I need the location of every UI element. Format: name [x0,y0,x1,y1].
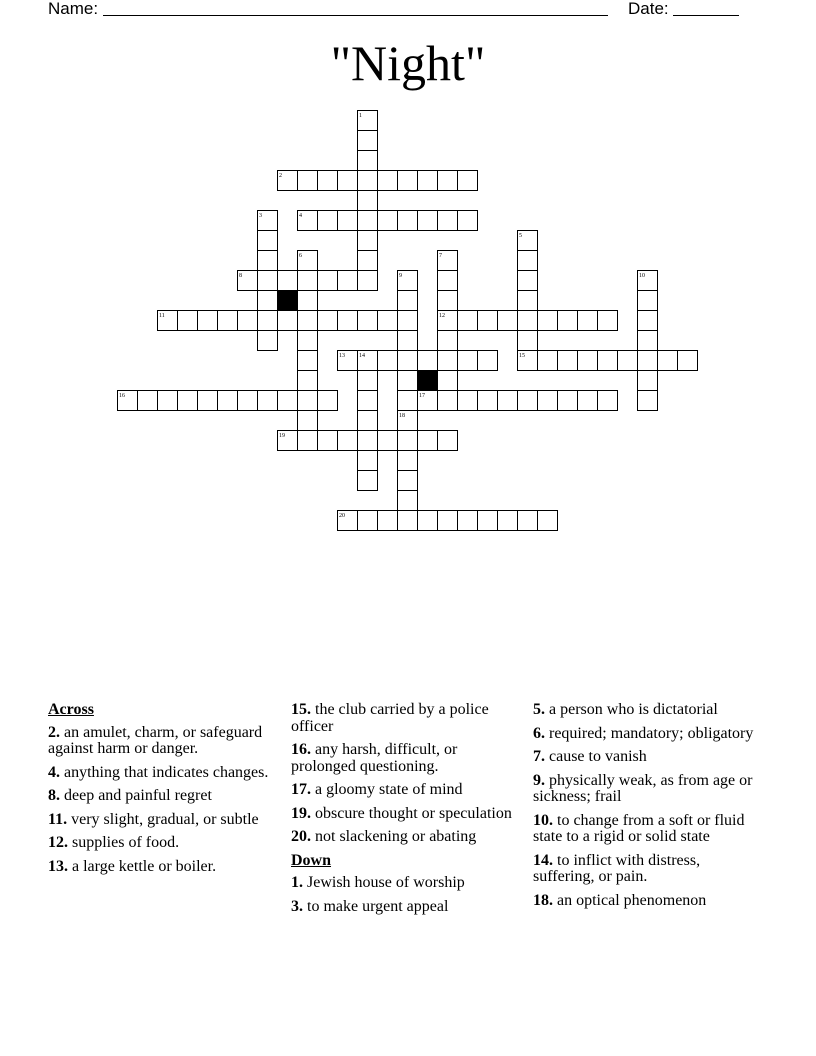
grid-cell[interactable] [478,311,498,331]
clue-number: 9. [533,771,545,789]
grid-cell[interactable] [458,211,478,231]
clue-text: physically weak, as from age or sickness; frail [533,771,753,805]
clue-text: cause to vanish [545,748,647,765]
grid-cell[interactable] [398,451,418,471]
clue-text: not slackening or abating [311,828,477,845]
grid-cell[interactable] [218,311,238,331]
grid-cell[interactable] [318,391,338,411]
clue-number: 15. [291,701,311,718]
cell-number: 18 [399,413,405,419]
clue-number: 19. [291,804,311,822]
clue-text: obscure thought or speculation [311,804,512,822]
grid-cell[interactable] [298,371,318,391]
grid-cell[interactable] [378,351,398,371]
grid-cell[interactable] [438,291,458,311]
grid-cell[interactable] [518,511,538,531]
clue-number: 16. [291,741,311,758]
clue-item [291,742,519,775]
grid-cell[interactable] [458,311,478,331]
clue-text: a person who is dictatorial [545,701,718,718]
grid-cell[interactable] [538,311,558,331]
grid-cell[interactable] [358,391,378,411]
grid-cell[interactable] [358,311,378,331]
grid-cell[interactable] [318,431,338,451]
grid-cell[interactable] [398,431,418,451]
grid-cell[interactable] [278,271,298,291]
cell-number: 1 [359,113,362,119]
grid-cell[interactable] [398,371,418,391]
clue-text: the club carried by a police officer [291,701,489,735]
date-label: Date: [628,0,669,18]
grid-cell[interactable] [298,291,318,311]
cell-number: 15 [519,353,525,359]
clue-text: very slight, gradual, or subtle [67,810,259,828]
grid-cell[interactable] [378,211,398,231]
grid-cell[interactable] [318,271,338,291]
grid-cell[interactable] [358,451,378,471]
clue-item [48,812,274,829]
cell-number: 20 [339,513,345,519]
grid-cell[interactable] [418,171,438,191]
grid-cell[interactable] [178,391,198,411]
grid-cell[interactable] [438,511,458,531]
grid-cell[interactable] [358,151,378,171]
cell-number: 11 [159,313,165,319]
clue-text: anything that indicates changes. [60,763,269,781]
cell-number: 12 [439,313,445,319]
grid-cell[interactable] [318,171,338,191]
clue-number: 5. [533,701,545,718]
grid-cell[interactable] [398,331,418,351]
grid-cell[interactable] [638,291,658,311]
clue-number: 6. [533,724,545,742]
grid-cell[interactable] [358,271,378,291]
clue-text: a gloomy state of mind [311,781,463,798]
grid-cell[interactable] [218,391,238,411]
grid-cell[interactable] [378,311,398,331]
grid-cell[interactable] [358,231,378,251]
grid-cell[interactable] [278,311,298,331]
grid-cell[interactable] [638,371,658,391]
grid-cell[interactable] [338,171,358,191]
grid-cell[interactable] [618,351,638,371]
clue-item [291,899,519,916]
cell-number: 16 [119,393,125,399]
page-title: "Night" [330,35,486,91]
clue-number: 8. [48,787,60,804]
grid-cell[interactable] [298,331,318,351]
cell-number: 2 [279,173,282,179]
grid-cell[interactable] [178,311,198,331]
cell-number: 3 [259,213,262,219]
clue-text: deep and painful regret [60,787,212,804]
clue-item [533,853,755,886]
cell-number: 13 [339,353,345,359]
grid-cell[interactable] [478,351,498,371]
cell-number: 7 [439,253,442,259]
down-heading: Down [291,851,332,869]
grid-cell[interactable] [398,291,418,311]
grid-cell[interactable] [318,311,338,331]
grid-cell[interactable] [318,211,338,231]
clue-item [48,788,274,805]
grid-cell[interactable] [518,291,538,311]
clue-text: to make urgent appeal [303,897,449,915]
grid-cell[interactable] [438,211,458,231]
grid-cell[interactable] [258,291,278,311]
grid-cell[interactable] [438,331,458,351]
clue-number: 20. [291,828,311,845]
grid-cell[interactable] [298,311,318,331]
grid-cell[interactable] [378,431,398,451]
clue-text: Jewish house of worship [303,874,465,891]
grid-cell[interactable] [258,251,278,271]
clue-column-3 [533,702,755,916]
clue-item [48,725,274,758]
clue-item [533,773,755,806]
clue-number: 7. [533,748,545,765]
grid-cell[interactable] [438,431,458,451]
grid-cell[interactable] [658,351,678,371]
clue-item [533,702,755,719]
grid-cell[interactable] [518,331,538,351]
grid-cell[interactable] [398,351,418,371]
grid-cell[interactable] [638,391,658,411]
grid-cell[interactable] [518,271,538,291]
grid-cell[interactable] [338,271,358,291]
grid-cell[interactable] [458,351,478,371]
grid-cell[interactable] [358,171,378,191]
clue-number: 11. [48,810,68,828]
grid-cell[interactable] [458,171,478,191]
cell-number: 9 [399,273,402,279]
cell-number: 10 [639,273,645,279]
grid-cell[interactable] [258,311,278,331]
clue-item [291,782,519,799]
cell-number: 17 [419,393,425,399]
cell-number: 5 [519,233,522,239]
grid-cell[interactable] [438,271,458,291]
grid-cell[interactable] [558,391,578,411]
grid-cell[interactable] [278,391,298,411]
grid-cell[interactable] [418,351,438,371]
cell-number: 8 [239,273,242,279]
grid-cell[interactable] [558,311,578,331]
clue-number: 12. [48,834,68,851]
grid-cell[interactable] [598,311,618,331]
grid-cell[interactable] [338,211,358,231]
grid-cell[interactable] [418,211,438,231]
grid-cell[interactable] [258,231,278,251]
grid-cell[interactable] [298,431,318,451]
grid-cell[interactable] [358,211,378,231]
grid-cell[interactable] [498,511,518,531]
clue-column-1 [48,702,274,882]
grid-cell[interactable] [418,511,438,531]
grid-cell[interactable] [578,351,598,371]
grid-cell[interactable] [518,251,538,271]
grid-cell[interactable] [238,391,258,411]
grid-cell[interactable] [358,131,378,151]
grid-cell[interactable] [458,511,478,531]
clue-item [48,859,274,876]
name-label: Name: [48,0,99,18]
clue-item [291,702,519,735]
clue-text: to inflict with distress, suffering, or pain. [533,851,701,885]
grid-cell[interactable] [358,251,378,271]
cell-number: 6 [299,253,302,259]
grid-cell[interactable] [398,471,418,491]
cell-number: 19 [279,433,285,439]
grid-cell[interactable] [418,431,438,451]
grid-cell[interactable] [578,391,598,411]
grid-cell[interactable] [558,351,578,371]
grid-cell[interactable] [398,211,418,231]
clue-item [533,749,755,766]
black-cell [418,371,438,391]
clue-number: 2. [48,723,60,741]
grid-cell[interactable] [598,391,618,411]
grid-cell[interactable] [258,391,278,411]
clue-text: supplies of food. [68,834,180,851]
grid-cell[interactable] [358,371,378,391]
clue-item [291,875,519,892]
cell-number: 14 [359,353,365,359]
grid-cell[interactable] [378,511,398,531]
clue-number: 4. [48,763,60,781]
grid-cell[interactable] [398,511,418,531]
cell-number: 4 [299,213,302,219]
clue-text: a large kettle or boiler. [68,857,217,875]
clue-number: 18. [533,891,553,909]
grid-cell[interactable] [298,271,318,291]
grid-cell[interactable] [138,391,158,411]
clue-item [533,813,755,846]
clue-column-2 [291,702,519,922]
grid-cell[interactable] [198,311,218,331]
grid-cell[interactable] [398,391,418,411]
across-heading: Across [48,701,94,718]
grid-cell[interactable] [238,311,258,331]
grid-cell[interactable] [598,351,618,371]
grid-cell[interactable] [478,391,498,411]
grid-cell[interactable] [458,391,478,411]
grid-cell[interactable] [158,391,178,411]
grid-cell[interactable] [378,171,398,191]
clue-item [533,893,755,910]
grid-cell[interactable] [638,311,658,331]
clue-text: an amulet, charm, or safeguard against harm or danger. [48,723,263,757]
grid-cell[interactable] [438,171,458,191]
grid-cell[interactable] [358,471,378,491]
clue-text: an optical phenomenon [553,891,707,909]
grid-cell[interactable] [578,311,598,331]
grid-cell[interactable] [298,171,318,191]
grid-cell[interactable] [518,391,538,411]
grid-cell[interactable] [358,411,378,431]
clue-item [48,835,274,852]
grid-cell[interactable] [498,311,518,331]
grid-cell[interactable] [398,491,418,511]
grid-cell[interactable] [478,511,498,531]
clue-number: 17. [291,781,311,798]
grid-cell[interactable] [338,311,358,331]
grid-cell[interactable] [258,271,278,291]
clue-text: to change from a soft or fluid state to a rigid or solid state [533,811,745,845]
grid-cell[interactable] [538,511,558,531]
clue-number: 13. [48,857,68,875]
clue-number: 3. [291,897,303,915]
clue-text: required; mandatory; obligatory [545,724,754,742]
grid-cell[interactable] [638,351,658,371]
grid-cell[interactable] [438,391,458,411]
clue-number: 1. [291,874,303,891]
grid-cell[interactable] [518,311,538,331]
clue-item [291,829,519,846]
grid-cell[interactable] [498,391,518,411]
black-cell [278,291,298,311]
grid-cell[interactable] [298,391,318,411]
grid-cell[interactable] [338,431,358,451]
grid-cell[interactable] [538,391,558,411]
clue-text: any harsh, difficult, or prolonged questioning. [291,741,458,775]
grid-cell[interactable] [258,331,278,351]
grid-cell[interactable] [358,431,378,451]
clue-item [533,726,755,743]
clue-item [291,806,519,823]
grid-cell[interactable] [398,171,418,191]
grid-cell[interactable] [398,311,418,331]
grid-cell[interactable] [358,191,378,211]
grid-cell[interactable] [438,351,458,371]
grid-cell[interactable] [638,331,658,351]
grid-cell[interactable] [298,351,318,371]
grid-cell[interactable] [538,351,558,371]
clue-number: 10. [533,811,553,829]
grid-cell[interactable] [358,511,378,531]
grid-cell[interactable] [298,411,318,431]
grid-cell[interactable] [198,391,218,411]
clue-number: 14. [533,851,553,869]
grid-cell[interactable] [678,351,698,371]
grid-cell[interactable] [438,371,458,391]
clue-item [48,765,274,782]
